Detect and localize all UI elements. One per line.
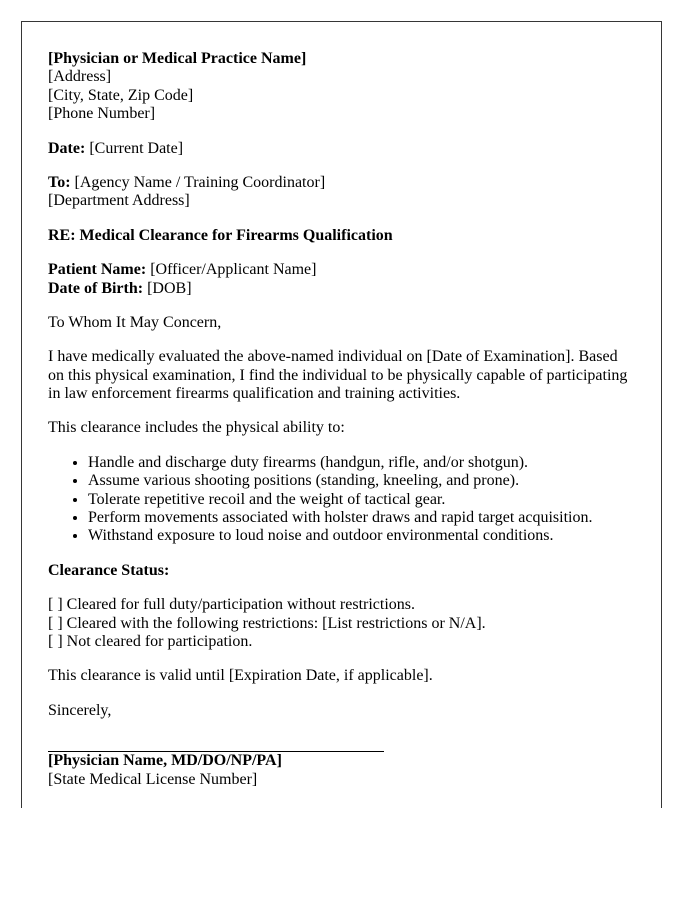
to-value: [Agency Name / Training Coordinator] (74, 173, 326, 191)
recipient-block (48, 174, 637, 211)
ability-item: • Handle and discharge duty firearms (handgun, rifle, and/or shotgun). (88, 454, 637, 472)
patient-name-label: Patient Name: (48, 261, 147, 279)
intro-paragraph: I have medically evaluated the above-named individual on [Date of Examination]. Based on this physical examination, I find the individual to be physically capable of participating in law enforcement firearms qualification and training activities. (48, 348, 628, 403)
ability-item: • Tolerate repetitive recoil and the weight of tactical gear. (88, 491, 637, 509)
subject-line (48, 227, 637, 245)
status-options-block (48, 596, 637, 651)
patient-name-value: [Officer/Applicant Name] (150, 261, 317, 279)
practice-name: [Physician or Medical Practice Name] (48, 50, 307, 67)
ability-intro: This clearance includes the physical ability to: (48, 419, 345, 437)
salutation: To Whom It May Concern, (48, 313, 222, 331)
ability-list (48, 454, 637, 546)
closing-line: Sincerely, (48, 701, 112, 719)
status-checkbox: [ ] (48, 596, 63, 614)
status-checkbox: [ ] (48, 614, 63, 632)
signature-line (48, 736, 384, 752)
sender-address: [Address] (48, 68, 112, 86)
subject-text: RE: Medical Clearance for Firearms Qualification (48, 226, 393, 244)
ability-item: • Perform movements associated with holster draws and rapid target acquisition. (88, 509, 637, 527)
ability-item: • Assume various shooting positions (standing, kneeling, and prone). (88, 472, 637, 490)
status-checkbox: [ ] (48, 632, 63, 650)
date-value: [Current Date] (89, 139, 184, 157)
status-option-label: Cleared for full duty/participation without restrictions. (66, 596, 416, 614)
ability-item: • Withstand exposure to loud noise and outdoor environmental conditions. (88, 527, 637, 545)
signature-block (48, 736, 637, 789)
dob-value: [DOB] (147, 279, 192, 297)
to-label: To: (48, 173, 71, 191)
sender-header-block (48, 50, 637, 124)
validity-line: This clearance is valid until [Expiration Date, if applicable]. (48, 667, 433, 685)
letter-page (21, 21, 662, 808)
sender-city-state-zip: [City, State, Zip Code] (48, 86, 194, 104)
clearance-status-heading-text: Clearance Status: (48, 561, 170, 579)
status-option-label: Cleared with the following restrictions: [List restrictions or N/A]. (66, 614, 486, 632)
signature-name: [Physician Name, MD/DO/NP/PA] (48, 752, 282, 770)
date-label: Date: (48, 139, 86, 157)
department-address: [Department Address] (48, 192, 190, 210)
date-line (48, 140, 637, 158)
clearance-status-heading (48, 562, 637, 580)
status-option-label: Not cleared for participation. (66, 632, 253, 650)
patient-info-block (48, 261, 637, 298)
sender-phone: [Phone Number] (48, 105, 156, 123)
dob-label: Date of Birth: (48, 279, 144, 297)
signature-license: [State Medical License Number] (48, 770, 258, 788)
